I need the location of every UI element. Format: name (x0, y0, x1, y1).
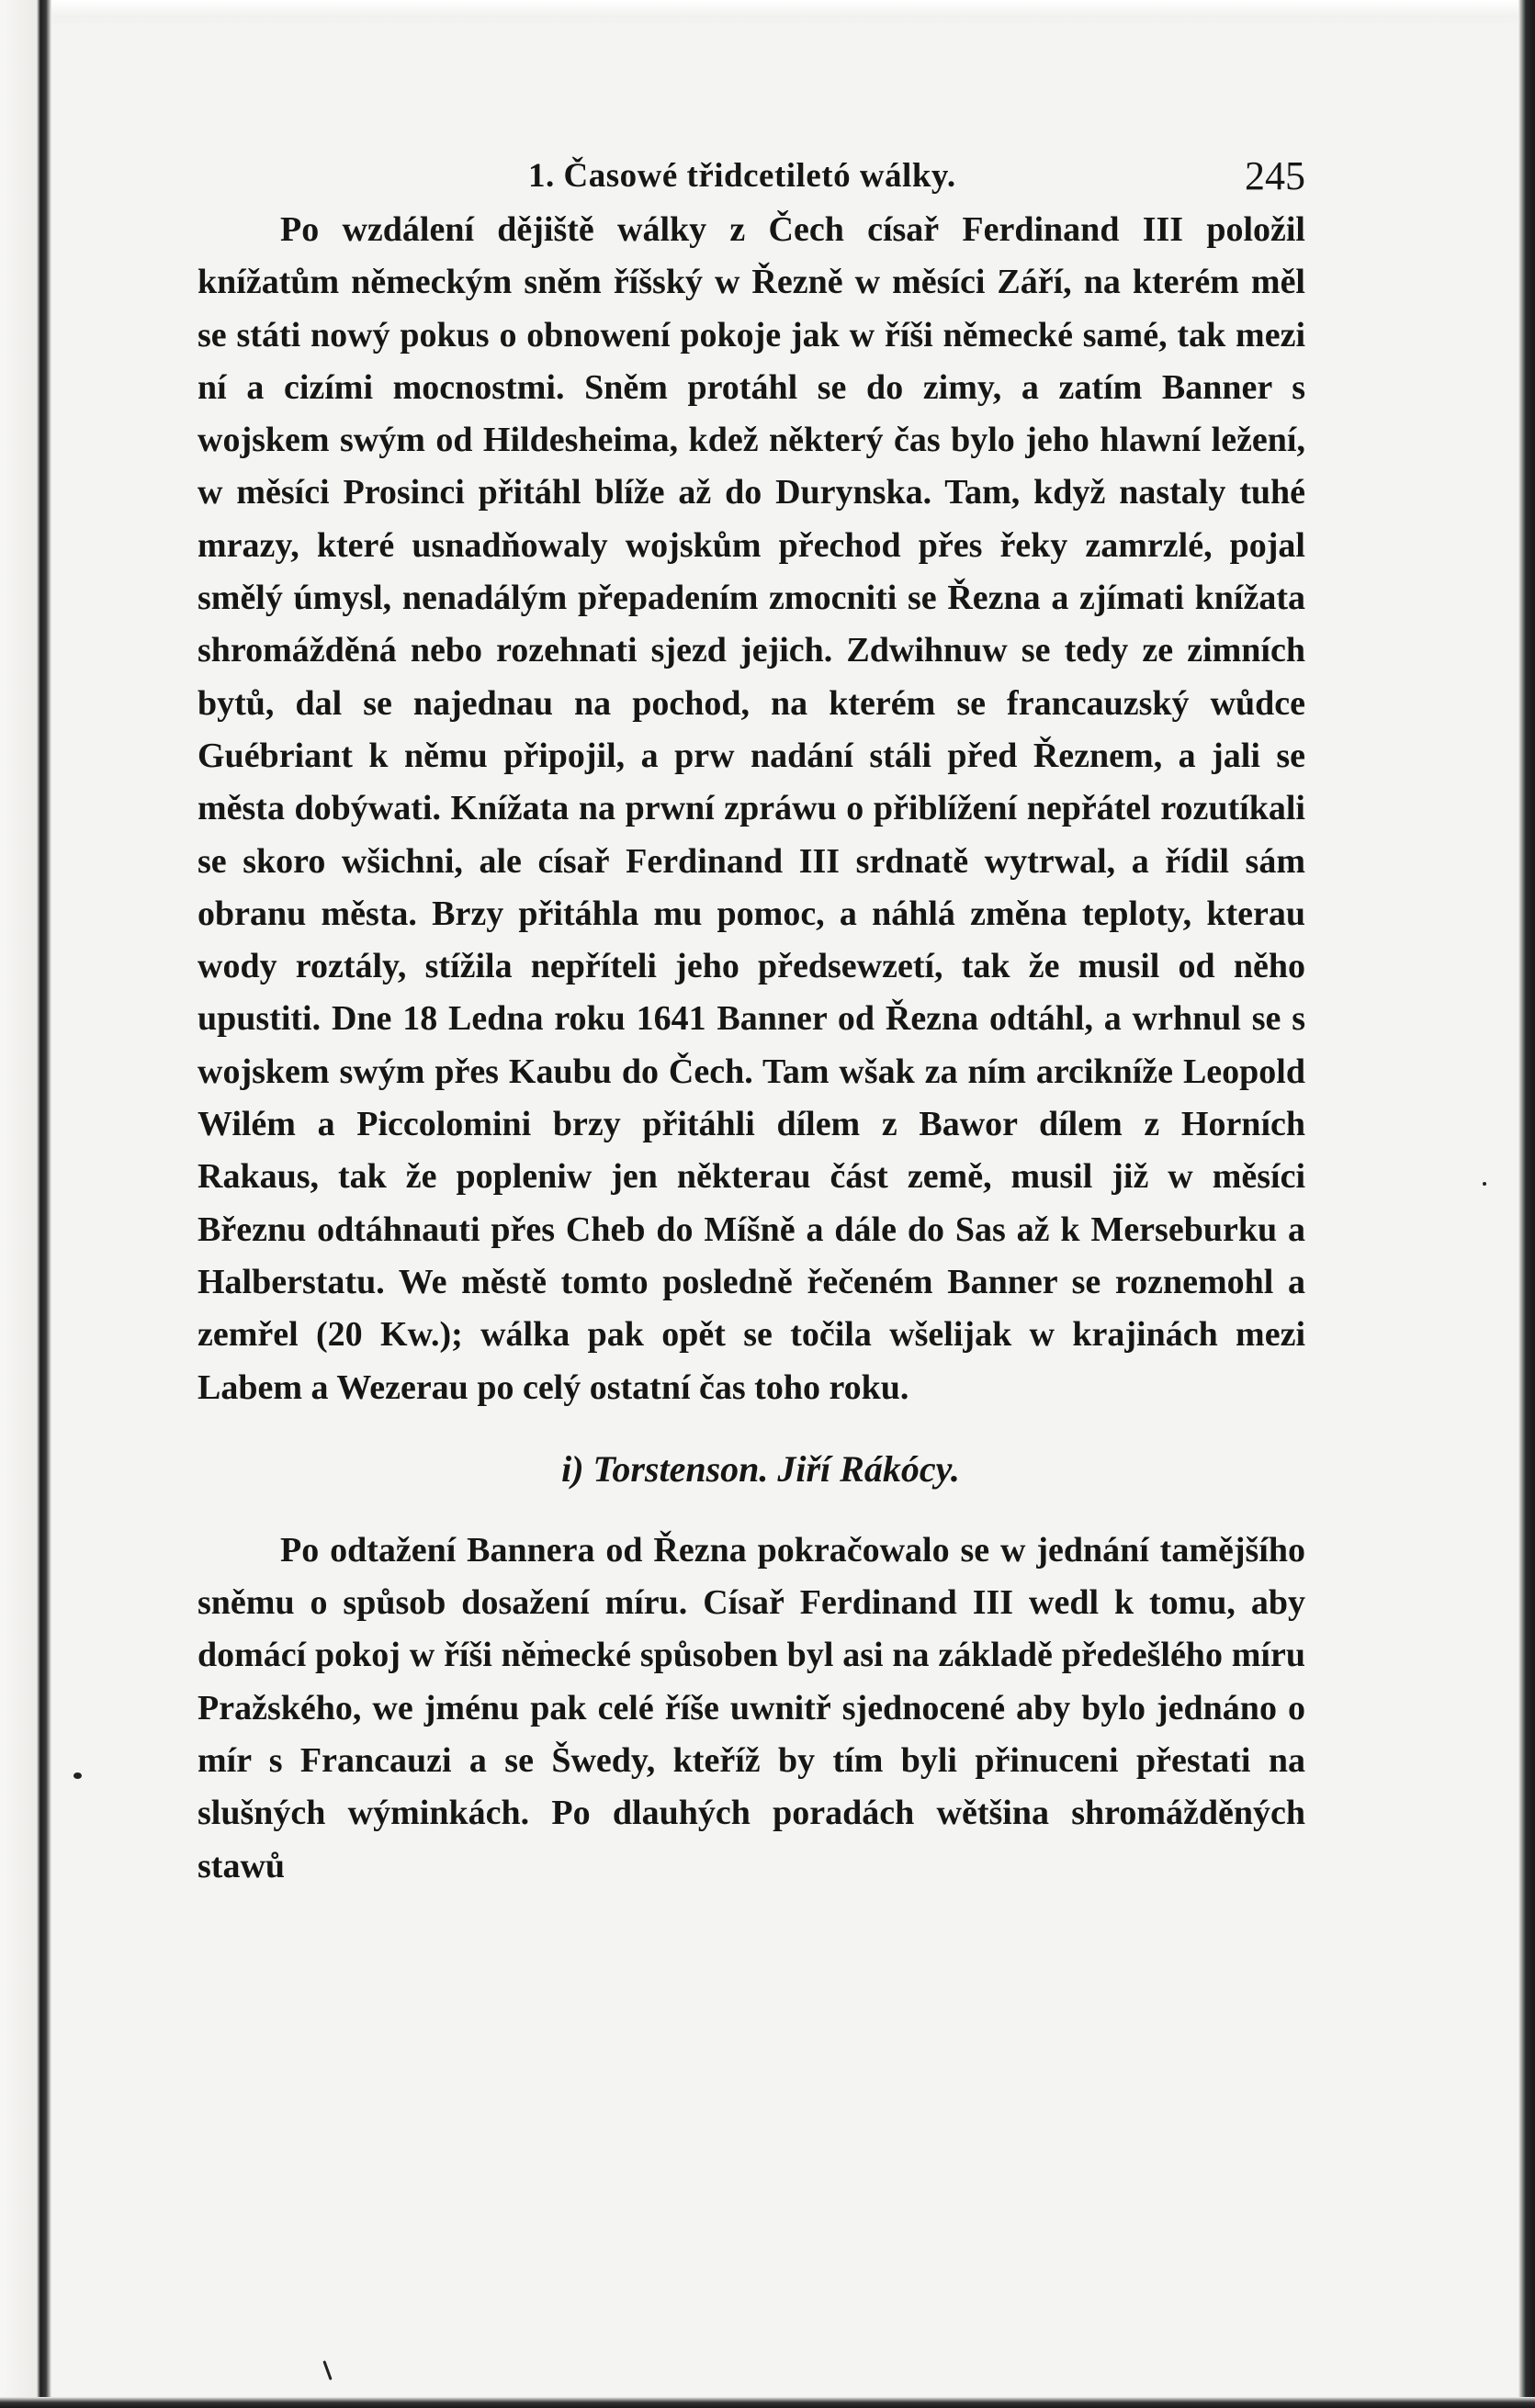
margin-speck (1483, 1182, 1486, 1186)
scan-right-edge (1518, 0, 1535, 2408)
page-number: 245 (1245, 153, 1305, 198)
scan-bottom-edge (0, 2397, 1535, 2408)
section-heading: i) Torstenson. Jiří Rákócy. (561, 1447, 960, 1490)
body-paragraph: Po odtažení Bannera od Řezna pokračowalo se w jednání tamějšího sněmu o spůsob dosažení míru. Císař Ferdinand III wedl k tomu, aby domácí pokoj w říši německé spůsoben byl asi na základě předešlého míru Pražského, we jménu pak celé říše uwnitř sjednocené aby bylo jednáno o mír s Francauzi a se Šwedy, kteříž by tím byli přinuceni přestati na slušných wýminkách. Po dlauhých poradách wětšina shromážděných stawů (198, 1530, 1305, 1885)
body-paragraph: Po wzdálení dějiště wálky z Čech císař Ferdinand III položil knížatům německým sněm říšský w Řezně w měsíci Září, na kterém měl se státi nowý pokus o obnowení pokoje jak w říši německé samé, tak mezi ní a cizími mocnostmi. Sněm protáhl se do zimy, a zatím Banner s wojskem swým od Hildesheima, kdež některý čas bylo jeho hlawní ležení, w měsíci Prosinci přitáhl blíže až do Durynska. Tam, když nastaly tuhé mrazy, které usnadňowaly wojskům přechod přes řeky zamrzlé, pojal smělý úmysl, nenadálým přepadením zmocniti se Řezna a zjímati knížata shromážděná nebo rozehnati sjezd jejich. Zdwihnuw se tedy ze zimních bytů, dal se najednau na pochod, na kterém se francauzský wůdce Guébriant k němu připojil, a prw nadání stáli před Řeznem, a jali se města dobýwati. Knížata na prwní zpráwu o přiblížení nepřátel rozutíkali se skoro wšichni, ale císař Ferdinand III srdnatě wytrwal, a řídil sám obranu města. Brzy přitáhla mu pomoc, a náhlá změna teploty, kterau wody roztály, stížila nepříteli jeho předsewzetí, tak že musil od něho upustiti. Dne 18 Ledna roku 1641 Banner od Řezna odtáhl, a wrhnul se s wojskem swým přes Kaubu do Čech. Tam wšak za ním arcikníže Leopold Wilém a Piccolomini brzy přitáhli dílem z Bawor dílem z Horních Rakaus, tak že popleniw jen některau část země, musil již w měsíci Březnu odtáhnauti přes Cheb do Míšně a dále do Sas až k Merseburku a Halberstatu. We městě tomto posledně řečeném Banner se roznemohl a zemřel (20 Kw.); wálka pak opět se točila wšelijak w krajinách mezi Labem a Wezerau po celý ostatní čas toho roku. (198, 210, 1305, 1407)
scan-left-edge (0, 0, 51, 2408)
margin-speck (322, 2360, 332, 2380)
book-page (198, 147, 1305, 1893)
scan-top-edge (0, 0, 1535, 28)
chapter-title: 1. Časowé třidcetiletó wálky. (528, 157, 956, 195)
running-head (198, 147, 1305, 202)
margin-speck (73, 1772, 82, 1779)
